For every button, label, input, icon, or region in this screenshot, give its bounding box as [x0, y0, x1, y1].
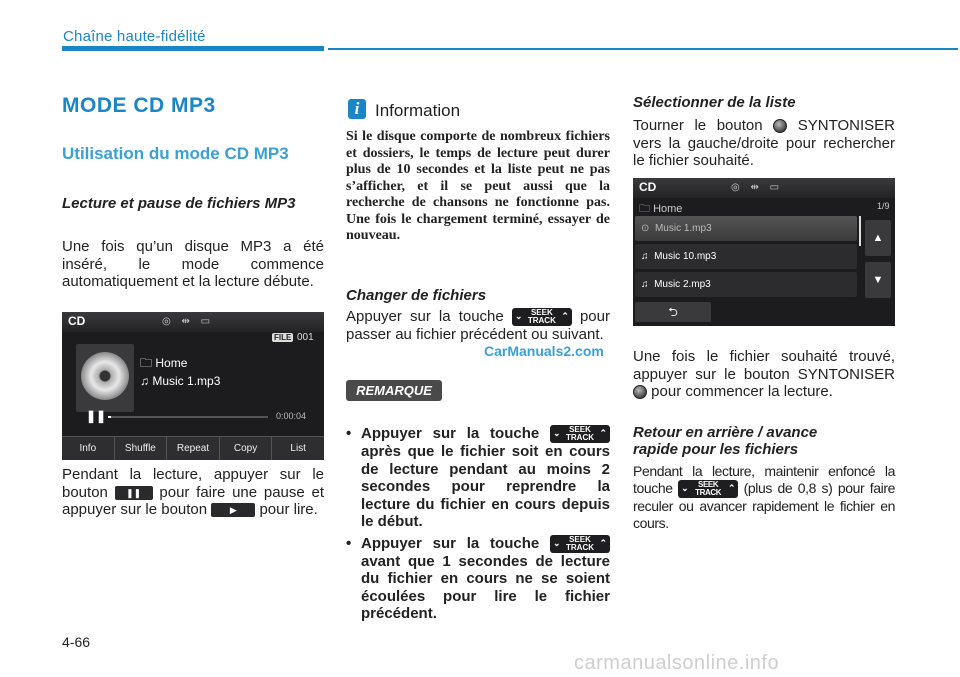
track-name: Music 1.mp3	[152, 374, 221, 388]
seek-text-b: (plus de 0,8 s) pour faire reculer ou avancer rapidement le fichier en cours.	[633, 480, 895, 532]
file-number: 001	[297, 332, 314, 343]
screen-mode-label: CD	[639, 180, 657, 194]
disc-icon	[81, 352, 129, 400]
folder-name: Home	[155, 356, 188, 370]
pause-text-a: Pendant la lecture, appuyer sur le bouton	[62, 466, 324, 501]
status-icons: ◎ ⇹ ▭	[731, 182, 784, 193]
section-title: Chaîne haute-fidélité	[63, 28, 206, 45]
list-item-label: Music 1.mp3	[654, 223, 712, 234]
found-text-a: Une fois le fichier souhaité trouvé, appuyer sur le bouton SYNTONISER	[633, 348, 895, 383]
info-icon: i	[348, 99, 366, 119]
footer-watermark: carmanualsonline.info	[574, 652, 780, 674]
scroll-down-button[interactable]: ▼	[865, 262, 891, 298]
bullet1-text-a: Appuyer sur la touche	[361, 425, 540, 442]
seek-track-key: ⌄ SEEK TRACK ⌃	[550, 425, 610, 443]
paragraph-found	[633, 348, 895, 401]
paragraph-pause	[62, 466, 324, 519]
file-list-screen	[633, 178, 895, 326]
back-button[interactable]: ⮌	[635, 302, 711, 322]
heading-select-list: Sélectionner de la liste	[633, 94, 796, 111]
page-indicator: 1/9	[877, 201, 890, 211]
screen-mode-label: CD	[68, 314, 86, 328]
info-text: Si le disque comporte de nombreux fichiers et dossiers, le temps de lecture peut durer plus de 10 secondes et la liste peut ne pas s’afficher, et il se peut aussi que la recherche de chansons ne fonctionne pas. Une fois le chargement terminé, essayer de nouveau.	[346, 129, 610, 243]
header-rule-thin	[328, 48, 958, 50]
seek-track-key: ⌄ SEEK TRACK ⌃	[550, 535, 610, 553]
music-note-icon: ♫	[641, 251, 649, 262]
scrollbar[interactable]	[859, 216, 861, 246]
progress-track[interactable]	[108, 416, 268, 418]
list-item	[346, 425, 610, 531]
heading-play-pause: Lecture et pause de fichiers MP3	[62, 195, 296, 212]
pause-text-b: pour faire une pause et appuyer sur le bouton	[62, 483, 324, 518]
list-item[interactable]	[635, 216, 857, 241]
list-item-label: Music 10.mp3	[654, 251, 717, 262]
folder-icon: 🗀	[140, 356, 153, 370]
page-number: 4-66	[62, 634, 91, 650]
paragraph-seek	[633, 463, 895, 532]
tune-knob-icon	[633, 385, 647, 399]
tune-knob-icon	[773, 119, 787, 133]
info-title: Information	[375, 101, 461, 120]
list-item-label: Music 2.mp3	[654, 279, 711, 290]
header-rule-thick	[62, 46, 324, 51]
seek-track-key: ⌄ SEEK TRACK ⌃	[678, 480, 738, 498]
progress-fill	[108, 416, 111, 418]
remark-badge: REMARQUE	[346, 380, 442, 401]
select-text-a: Tourner le bouton	[633, 117, 763, 134]
folder-row	[140, 354, 187, 375]
page-title: MODE CD MP3	[62, 94, 216, 117]
menu-bar	[62, 436, 324, 460]
section-subtitle: Utilisation du mode CD MP3	[62, 144, 289, 163]
heading-change-files: Changer de fichiers	[346, 287, 487, 304]
music-note-icon: ♫	[641, 279, 649, 290]
play-circle-icon: ⊙	[641, 223, 650, 234]
cd-mp3-screen	[62, 312, 324, 460]
found-text-b: pour commencer la lecture.	[651, 383, 833, 400]
paragraph-select	[633, 117, 895, 170]
file-badge: FILE	[274, 333, 292, 342]
pause-button-icon: ❚❚	[115, 486, 153, 500]
select-text-b: SYNTONISER vers la gauche/droite pour rechercher le fichier souhaité.	[633, 117, 896, 169]
folder-icon: 🗀	[639, 203, 650, 215]
paragraph-change	[346, 308, 610, 344]
track-row	[140, 374, 220, 388]
menu-info-button[interactable]: Info	[62, 437, 115, 460]
menu-copy-button[interactable]: Copy	[220, 437, 273, 460]
music-note-icon: ♫	[140, 374, 149, 388]
scroll-up-button[interactable]: ▲	[865, 220, 891, 256]
change-text-a: Appuyer sur la touche	[346, 308, 504, 325]
play-button-icon: ▶	[211, 503, 255, 517]
watermark-carmanuals2: CarManuals2.com	[484, 343, 604, 359]
menu-repeat-button[interactable]: Repeat	[167, 437, 220, 460]
menu-list-button[interactable]: List	[290, 443, 306, 454]
list-item[interactable]	[635, 272, 857, 297]
elapsed-time: 0:00:04	[276, 411, 307, 421]
seek-text-a: Pendant la lecture, maintenir enfoncé la touche	[633, 463, 895, 496]
list-item	[346, 535, 610, 623]
bullet2-text-a: Appuyer sur la touche	[361, 534, 540, 552]
remark-list	[346, 425, 610, 623]
menu-shuffle-button[interactable]: Shuffle	[115, 437, 168, 460]
folder-name: Home	[653, 203, 683, 215]
seek-track-key: ⌄ SEEK TRACK ⌃	[512, 308, 572, 326]
bullet1-text-b: après que le fichier soit en cours de lecture pendant au moins 2 secondes pour reprendre la lecture du fichier en cours depuis le début.	[361, 443, 610, 531]
pause-icon[interactable]: ❚❚	[86, 409, 107, 423]
pause-text-c: pour lire.	[259, 501, 318, 518]
status-icons: ◎ ⇹ ▭	[162, 316, 215, 327]
bullet2-text-b: avant que 1 secondes de lecture du fichier en cours ne se soient écoulées pour lire le fichier précédent.	[361, 552, 610, 623]
paragraph-play: Une fois qu’un disque MP3 a été inséré, le mode commence automatiquement et la lecture débute.	[62, 238, 324, 290]
change-text-b: pour passer au fichier précédent ou suivant.	[346, 308, 610, 344]
list-item[interactable]	[635, 244, 857, 269]
heading-seek: Retour en arrière / avance rapide pour les fichiers	[633, 424, 818, 458]
album-art	[76, 344, 134, 412]
